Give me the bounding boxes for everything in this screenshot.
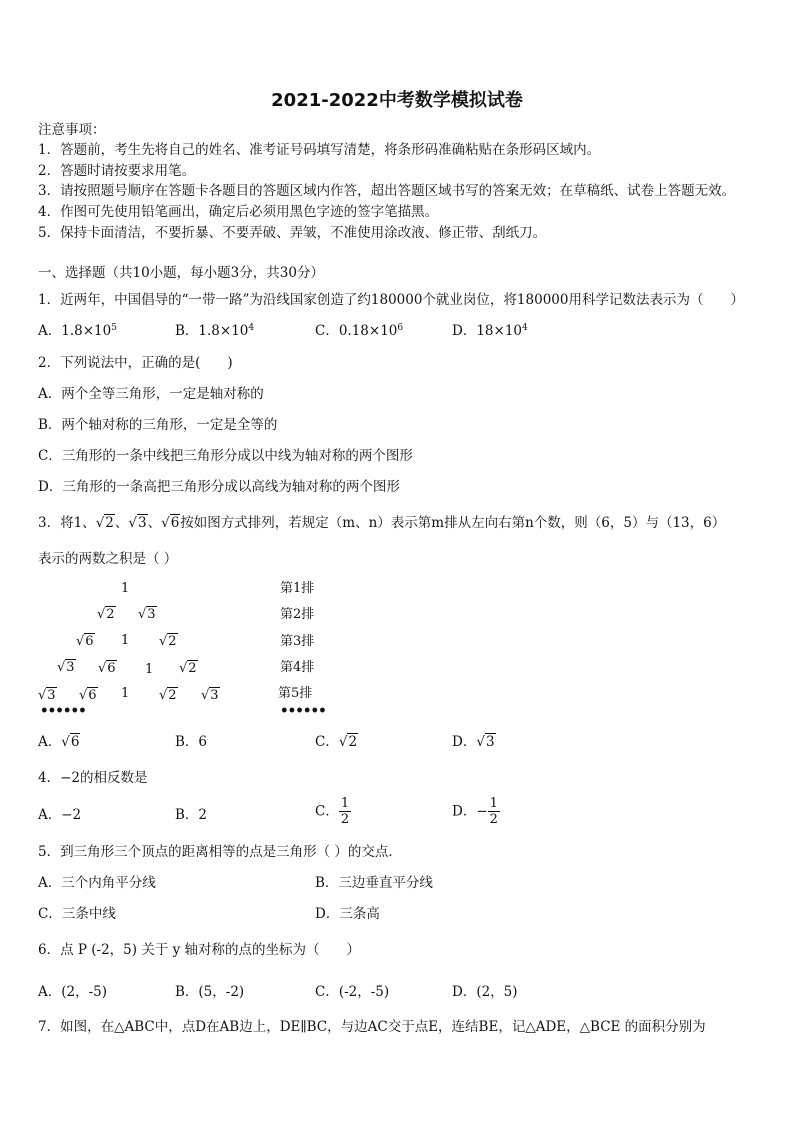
triangle-entry: √2 xyxy=(97,607,115,622)
row-label: 第1排 xyxy=(280,581,315,596)
notice-heading: 注意事项： xyxy=(38,122,106,138)
q5-option-c: C．三条中线 xyxy=(38,906,116,922)
row-label: 第2排 xyxy=(280,607,315,622)
notice-item: 3．请按照题号顺序在答题卡各题目的答题区域内作答，超出答题区域书写的答案无效；在草稿纸、试卷上答题无效。 xyxy=(38,183,736,199)
q6-option-b: B．(5，-2) xyxy=(175,984,245,1000)
q1-option-d: D．$18\times 10^4$ xyxy=(452,323,528,339)
question-3-stem-continued: 表示的两数之积是（ ） xyxy=(38,551,178,567)
triangle-entry: 1 xyxy=(121,633,130,648)
question-3-stem: 3．将1、√2、√3、√6按如图方式排列，若规定（m、n）表示第m排从左向右第n个数，则（6，5）与（13，6） xyxy=(38,515,726,531)
question-5-stem: 5．到三角形三个顶点的距离相等的点是三角形（ ）的交点． xyxy=(38,844,402,860)
q1-option-b: B．$1.8\times 10^4$ xyxy=(175,323,255,339)
sqrt-2: √2 xyxy=(95,515,114,531)
notice-item: 4．作图可先使用铅笔画出，确定后必须用黑色字迹的签字笔描黑。 xyxy=(38,204,439,220)
q3-option-d: D．√3 xyxy=(452,734,495,750)
question-7-stem: 7．如图，在△ABC中，点D在AB边上，DE∥BC，与边AC交于点E，连结BE，记△ADE，△BCE 的面积分别为 xyxy=(38,1019,706,1035)
triangle-entry: √2 xyxy=(159,634,177,649)
q6-option-d: D．(2，5) xyxy=(452,984,518,1000)
q1-option-c: C．$0.18\times 10^6$ xyxy=(315,323,404,339)
q4-option-c: C． $\frac{1}{2}$ xyxy=(315,796,350,827)
notice-item: 1．答题前，考生先将自己的姓名、准考证号码填写清楚，将条形码准确粘贴在条形码区域内。 xyxy=(38,142,601,158)
triangle-entry: √2 xyxy=(159,688,177,703)
q3-option-a: A．√6 xyxy=(38,734,80,750)
q2-option-d: D．三角形的一条高把三角形分成以高线为轴对称的两个图形 xyxy=(38,479,400,495)
triangle-entry: 1 xyxy=(121,686,130,701)
q5-option-a: A．三个内角平分线 xyxy=(38,875,156,891)
q3-option-c: C．√2 xyxy=(315,734,358,750)
sqrt-6: √6 xyxy=(161,515,180,531)
ellipsis: •••••• xyxy=(40,703,86,719)
triangle-entry: √2 xyxy=(179,661,197,676)
q2-option-c: C．三角形的一条中线把三角形分成以中线为轴对称的两个图形 xyxy=(38,448,413,464)
q4-option-d: D．− $\frac{1}{2}$ xyxy=(452,796,498,827)
q2-option-b: B．两个轴对称的三角形，一定是全等的 xyxy=(38,417,278,433)
row-label: 第4排 xyxy=(280,660,315,675)
q5-option-b: B．三边垂直平分线 xyxy=(315,875,433,891)
question-6-stem: 6．点 P (-2，5) 关于 y 轴对称的点的坐标为（ ） xyxy=(38,942,361,958)
q5-option-d: D．三条高 xyxy=(315,906,380,922)
q1-option-a: A．$1.8\times 10^5$ xyxy=(38,323,117,339)
q2-option-a: A．两个全等三角形，一定是轴对称的 xyxy=(38,386,264,402)
triangle-entry: √6 xyxy=(79,688,97,703)
row-label: 第3排 xyxy=(280,634,315,649)
triangle-entry: 1 xyxy=(121,581,130,596)
q4-option-b: B．2 xyxy=(175,807,208,823)
triangle-entry: √6 xyxy=(98,661,116,676)
notice-item: 5．保持卡面清洁，不要折暴、不要弄破、弄皱，不准使用涂改液、修正带、刮纸刀。 xyxy=(38,225,547,241)
page-title: 2021-2022中考数学模拟试卷 xyxy=(271,90,523,111)
triangle-entry: √3 xyxy=(57,660,75,675)
q3-option-b: B．6 xyxy=(175,734,208,750)
question-4-stem: 4．−2的相反数是 xyxy=(38,770,148,786)
q6-option-a: A．(2，-5) xyxy=(38,984,108,1000)
triangle-entry: 1 xyxy=(145,662,154,677)
sqrt-3: √3 xyxy=(128,515,147,531)
triangle-entry: √3 xyxy=(201,688,219,703)
q4-option-a: A．−2 xyxy=(38,807,82,823)
triangle-entry: √6 xyxy=(76,634,94,649)
notice-item: 2．答题时请按要求用笔。 xyxy=(38,163,196,179)
question-1-stem: 1．近两年，中国倡导的“一带一路”为沿线国家创造了约180000个就业岗位，将180000用科学记数法表示为（ ） xyxy=(38,292,744,308)
q6-option-c: C．(-2，-5) xyxy=(315,984,390,1000)
row-label: 第5排 xyxy=(278,686,313,701)
question-2-stem: 2．下列说法中，正确的是( ) xyxy=(38,355,233,371)
triangle-entry: √3 xyxy=(38,688,56,703)
section-heading: 一、选择题（共10小题，每小题3分，共30分） xyxy=(38,265,324,281)
ellipsis: •••••• xyxy=(280,703,326,719)
triangle-entry: √3 xyxy=(138,607,156,622)
